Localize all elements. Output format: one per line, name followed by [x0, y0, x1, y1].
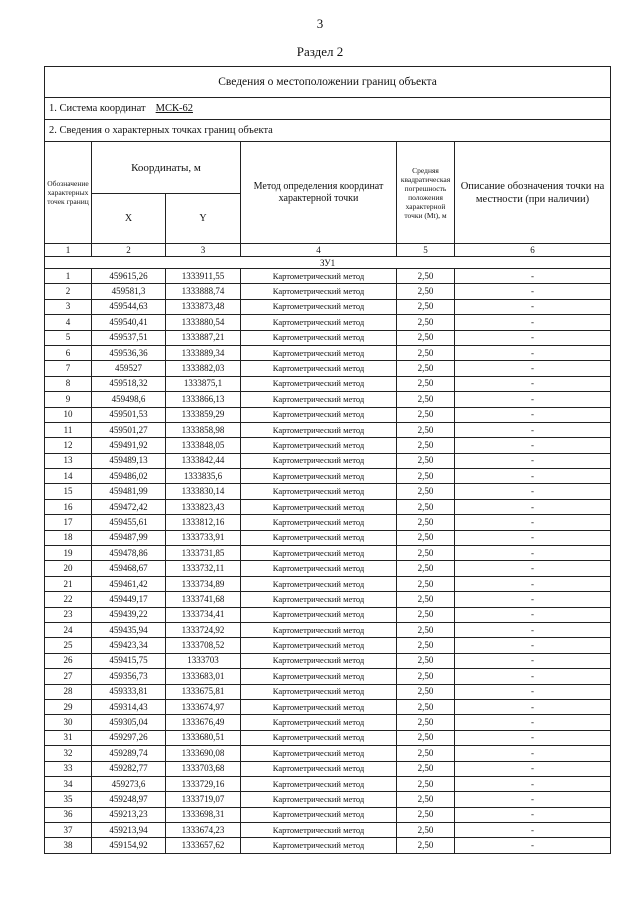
point-number: 6	[45, 345, 92, 360]
point-number: 33	[45, 761, 92, 776]
coord-y: 1333823,43	[166, 499, 241, 514]
point-number: 4	[45, 315, 92, 330]
point-number: 17	[45, 515, 92, 530]
table-row	[45, 330, 611, 345]
method: Картометрический метод	[241, 345, 397, 360]
coord-y: 1333683,01	[166, 669, 241, 684]
rmse: 2,50	[397, 592, 455, 607]
description: -	[455, 376, 611, 391]
description: -	[455, 345, 611, 360]
table-row	[45, 561, 611, 576]
coord-y: 1333674,23	[166, 823, 241, 838]
header-rmse: Средняя квадратическая погрешность положения характерной точки (Mt), м	[397, 142, 455, 244]
coord-x: 459415,75	[92, 653, 166, 668]
coord-y: 1333911,55	[166, 269, 241, 284]
point-number: 10	[45, 407, 92, 422]
rmse: 2,50	[397, 530, 455, 545]
method: Картометрический метод	[241, 376, 397, 391]
coord-x: 459537,51	[92, 330, 166, 345]
method: Картометрический метод	[241, 315, 397, 330]
coord-y: 1333703	[166, 653, 241, 668]
coord-x: 459461,42	[92, 576, 166, 591]
point-number: 8	[45, 376, 92, 391]
table-row	[45, 622, 611, 637]
rmse: 2,50	[397, 546, 455, 561]
description: -	[455, 669, 611, 684]
column-number: 5	[397, 244, 455, 257]
coord-x: 459356,73	[92, 669, 166, 684]
coord-y: 1333690,08	[166, 746, 241, 761]
boundary-table	[44, 66, 611, 854]
coord-x: 459491,92	[92, 438, 166, 453]
coord-x: 459481,99	[92, 484, 166, 499]
coord-y: 1333719,07	[166, 792, 241, 807]
method: Картометрический метод	[241, 515, 397, 530]
rmse: 2,50	[397, 715, 455, 730]
method: Картометрический метод	[241, 453, 397, 468]
rmse: 2,50	[397, 284, 455, 299]
table-row	[45, 438, 611, 453]
method: Картометрический метод	[241, 576, 397, 591]
table-row	[45, 776, 611, 791]
coord-y: 1333733,91	[166, 530, 241, 545]
coord-y: 1333875,1	[166, 376, 241, 391]
description: -	[455, 653, 611, 668]
method: Картометрический метод	[241, 823, 397, 838]
coord-x: 459213,23	[92, 807, 166, 822]
description: -	[455, 823, 611, 838]
coord-x: 459449,17	[92, 592, 166, 607]
point-number: 12	[45, 438, 92, 453]
method: Картометрический метод	[241, 807, 397, 822]
rmse: 2,50	[397, 607, 455, 622]
point-number: 23	[45, 607, 92, 622]
method: Картометрический метод	[241, 730, 397, 745]
table-row	[45, 653, 611, 668]
method: Картометрический метод	[241, 684, 397, 699]
coord-x: 459478,86	[92, 546, 166, 561]
coord-y: 1333724,92	[166, 622, 241, 637]
table-row	[45, 715, 611, 730]
rmse: 2,50	[397, 823, 455, 838]
description: -	[455, 422, 611, 437]
rmse: 2,50	[397, 499, 455, 514]
coord-y: 1333708,52	[166, 638, 241, 653]
column-number: 1	[45, 244, 92, 257]
coord-y: 1333873,48	[166, 299, 241, 314]
rmse: 2,50	[397, 392, 455, 407]
description: -	[455, 684, 611, 699]
coord-x: 459527	[92, 361, 166, 376]
rmse: 2,50	[397, 746, 455, 761]
coord-y: 1333734,41	[166, 607, 241, 622]
coord-system-value: МСК-62	[155, 103, 193, 114]
description: -	[455, 392, 611, 407]
table-row	[45, 284, 611, 299]
header-point-designation: Обозначение характерных точек границ	[45, 142, 92, 244]
column-number: 4	[241, 244, 397, 257]
description: -	[455, 530, 611, 545]
table-row	[45, 699, 611, 714]
header-description: Описание обозначения точки на местности (при наличии)	[455, 142, 611, 244]
description: -	[455, 592, 611, 607]
table-row	[45, 807, 611, 822]
rmse: 2,50	[397, 345, 455, 360]
table-title: Сведения о местоположении границ объекта	[45, 67, 611, 98]
method: Картометрический метод	[241, 361, 397, 376]
coord-x: 459544,63	[92, 299, 166, 314]
rmse: 2,50	[397, 269, 455, 284]
description: -	[455, 792, 611, 807]
coord-y: 1333830,14	[166, 484, 241, 499]
method: Картометрический метод	[241, 438, 397, 453]
description: -	[455, 699, 611, 714]
table-row	[45, 515, 611, 530]
coord-x: 459615,26	[92, 269, 166, 284]
rmse: 2,50	[397, 438, 455, 453]
table-row	[45, 422, 611, 437]
rmse: 2,50	[397, 376, 455, 391]
description: -	[455, 838, 611, 853]
column-number: 3	[166, 244, 241, 257]
coord-y: 1333657,62	[166, 838, 241, 853]
description: -	[455, 515, 611, 530]
table-row	[45, 823, 611, 838]
point-number: 35	[45, 792, 92, 807]
rmse: 2,50	[397, 699, 455, 714]
coord-y: 1333676,49	[166, 715, 241, 730]
table-row	[45, 746, 611, 761]
table-row	[45, 592, 611, 607]
column-number: 6	[455, 244, 611, 257]
description: -	[455, 746, 611, 761]
table-row	[45, 684, 611, 699]
coord-y: 1333703,68	[166, 761, 241, 776]
coord-x: 459333,81	[92, 684, 166, 699]
rmse: 2,50	[397, 807, 455, 822]
description: -	[455, 299, 611, 314]
coord-y: 1333729,16	[166, 776, 241, 791]
point-number: 36	[45, 807, 92, 822]
method: Картометрический метод	[241, 746, 397, 761]
coord-x: 459282,77	[92, 761, 166, 776]
rmse: 2,50	[397, 669, 455, 684]
rmse: 2,50	[397, 469, 455, 484]
point-number: 20	[45, 561, 92, 576]
method: Картометрический метод	[241, 638, 397, 653]
coord-x: 459501,27	[92, 422, 166, 437]
coord-y: 1333859,29	[166, 407, 241, 422]
coord-x: 459273,6	[92, 776, 166, 791]
page-number: 3	[316, 16, 324, 31]
table-row	[45, 345, 611, 360]
coord-y: 1333888,74	[166, 284, 241, 299]
point-number: 16	[45, 499, 92, 514]
table-row	[45, 638, 611, 653]
table-row	[45, 792, 611, 807]
method: Картометрический метод	[241, 330, 397, 345]
coord-x: 459536,36	[92, 345, 166, 360]
table-row	[45, 469, 611, 484]
rmse: 2,50	[397, 407, 455, 422]
description: -	[455, 315, 611, 330]
coord-y: 1333887,21	[166, 330, 241, 345]
coord-system-label: 1. Система координат	[49, 103, 146, 114]
coord-y: 1333732,11	[166, 561, 241, 576]
table-row	[45, 576, 611, 591]
table-row	[45, 407, 611, 422]
column-number: 2	[92, 244, 166, 257]
method: Картометрический метод	[241, 299, 397, 314]
section-title: Раздел 2	[296, 44, 344, 59]
method: Картометрический метод	[241, 392, 397, 407]
table-row	[45, 499, 611, 514]
point-number: 9	[45, 392, 92, 407]
description: -	[455, 269, 611, 284]
point-number: 22	[45, 592, 92, 607]
rmse: 2,50	[397, 776, 455, 791]
point-number: 21	[45, 576, 92, 591]
point-number: 34	[45, 776, 92, 791]
method: Картометрический метод	[241, 669, 397, 684]
header-coordinates: Координаты, м	[92, 142, 241, 194]
description: -	[455, 561, 611, 576]
coord-y: 1333880,54	[166, 315, 241, 330]
rmse: 2,50	[397, 315, 455, 330]
table-row	[45, 315, 611, 330]
coord-y: 1333741,68	[166, 592, 241, 607]
method: Картометрический метод	[241, 792, 397, 807]
table-row	[45, 484, 611, 499]
point-number: 2	[45, 284, 92, 299]
table-row	[45, 838, 611, 853]
point-number: 11	[45, 422, 92, 437]
method: Картометрический метод	[241, 607, 397, 622]
description: -	[455, 715, 611, 730]
description: -	[455, 361, 611, 376]
coord-y: 1333842,44	[166, 453, 241, 468]
coord-x: 459423,34	[92, 638, 166, 653]
method: Картометрический метод	[241, 469, 397, 484]
rmse: 2,50	[397, 730, 455, 745]
table-row	[45, 376, 611, 391]
description: -	[455, 438, 611, 453]
coord-x: 459435,94	[92, 622, 166, 637]
rmse: 2,50	[397, 330, 455, 345]
description: -	[455, 453, 611, 468]
coord-y: 1333812,16	[166, 515, 241, 530]
coord-x: 459498,6	[92, 392, 166, 407]
method: Картометрический метод	[241, 284, 397, 299]
description: -	[455, 638, 611, 653]
description: -	[455, 546, 611, 561]
description: -	[455, 761, 611, 776]
coord-x: 459518,32	[92, 376, 166, 391]
method: Картометрический метод	[241, 269, 397, 284]
coord-y: 1333734,89	[166, 576, 241, 591]
coord-system-row	[45, 98, 611, 120]
table-row	[45, 607, 611, 622]
table-row	[45, 761, 611, 776]
table-row	[45, 299, 611, 314]
coord-x: 459297,26	[92, 730, 166, 745]
rmse: 2,50	[397, 576, 455, 591]
table-row	[45, 392, 611, 407]
point-number: 13	[45, 453, 92, 468]
header-y: Y	[166, 194, 241, 244]
coord-x: 459468,67	[92, 561, 166, 576]
table-row	[45, 669, 611, 684]
description: -	[455, 607, 611, 622]
coord-x: 459289,74	[92, 746, 166, 761]
point-number: 15	[45, 484, 92, 499]
coord-y: 1333674,97	[166, 699, 241, 714]
rmse: 2,50	[397, 761, 455, 776]
point-number: 38	[45, 838, 92, 853]
rmse: 2,50	[397, 361, 455, 376]
method: Картометрический метод	[241, 592, 397, 607]
coord-x: 459455,61	[92, 515, 166, 530]
description: -	[455, 284, 611, 299]
point-number: 28	[45, 684, 92, 699]
header-x: X	[92, 194, 166, 244]
rmse: 2,50	[397, 638, 455, 653]
point-number: 24	[45, 622, 92, 637]
point-number: 30	[45, 715, 92, 730]
table-row	[45, 730, 611, 745]
rmse: 2,50	[397, 792, 455, 807]
method: Картометрический метод	[241, 546, 397, 561]
coord-y: 1333698,31	[166, 807, 241, 822]
point-number: 3	[45, 299, 92, 314]
table-row	[45, 546, 611, 561]
method: Картометрический метод	[241, 761, 397, 776]
coord-x: 459472,42	[92, 499, 166, 514]
zone-label: ЗУ1	[45, 257, 611, 269]
coord-x: 459540,41	[92, 315, 166, 330]
header-method: Метод определения координат характерной точки	[241, 142, 397, 244]
point-number: 32	[45, 746, 92, 761]
coord-x: 459487,99	[92, 530, 166, 545]
point-number: 26	[45, 653, 92, 668]
coord-x: 459489,13	[92, 453, 166, 468]
method: Картометрический метод	[241, 776, 397, 791]
method: Картометрический метод	[241, 530, 397, 545]
point-number: 31	[45, 730, 92, 745]
rmse: 2,50	[397, 484, 455, 499]
point-number: 14	[45, 469, 92, 484]
method: Картометрический метод	[241, 838, 397, 853]
coord-x: 459248,97	[92, 792, 166, 807]
point-number: 27	[45, 669, 92, 684]
method: Картометрический метод	[241, 422, 397, 437]
coord-y: 1333731,85	[166, 546, 241, 561]
coord-x: 459314,43	[92, 699, 166, 714]
points-label: 2. Сведения о характерных точках границ объекта	[45, 120, 611, 142]
point-number: 37	[45, 823, 92, 838]
table-row	[45, 453, 611, 468]
point-number: 7	[45, 361, 92, 376]
coord-x: 459154,92	[92, 838, 166, 853]
method: Картометрический метод	[241, 622, 397, 637]
coord-y: 1333835,6	[166, 469, 241, 484]
description: -	[455, 776, 611, 791]
coord-x: 459501,53	[92, 407, 166, 422]
point-number: 29	[45, 699, 92, 714]
point-number: 18	[45, 530, 92, 545]
description: -	[455, 730, 611, 745]
description: -	[455, 576, 611, 591]
point-number: 25	[45, 638, 92, 653]
method: Картометрический метод	[241, 699, 397, 714]
description: -	[455, 484, 611, 499]
coord-x: 459305,04	[92, 715, 166, 730]
method: Картометрический метод	[241, 499, 397, 514]
rmse: 2,50	[397, 299, 455, 314]
description: -	[455, 330, 611, 345]
rmse: 2,50	[397, 838, 455, 853]
table-row	[45, 530, 611, 545]
method: Картометрический метод	[241, 715, 397, 730]
method: Картометрический метод	[241, 484, 397, 499]
point-number: 1	[45, 269, 92, 284]
coord-y: 1333848,05	[166, 438, 241, 453]
coord-y: 1333889,34	[166, 345, 241, 360]
column-number-row	[45, 244, 611, 257]
rmse: 2,50	[397, 422, 455, 437]
description: -	[455, 499, 611, 514]
table-row	[45, 269, 611, 284]
table-row	[45, 361, 611, 376]
coord-y: 1333866,13	[166, 392, 241, 407]
rmse: 2,50	[397, 515, 455, 530]
rmse: 2,50	[397, 622, 455, 637]
method: Картометрический метод	[241, 407, 397, 422]
coord-y: 1333680,51	[166, 730, 241, 745]
point-number: 5	[45, 330, 92, 345]
method: Картометрический метод	[241, 653, 397, 668]
coord-x: 459486,02	[92, 469, 166, 484]
coord-x: 459439,22	[92, 607, 166, 622]
coord-x: 459213,94	[92, 823, 166, 838]
description: -	[455, 407, 611, 422]
coord-y: 1333675,81	[166, 684, 241, 699]
description: -	[455, 469, 611, 484]
coord-y: 1333882,03	[166, 361, 241, 376]
rmse: 2,50	[397, 684, 455, 699]
description: -	[455, 807, 611, 822]
coord-y: 1333858,98	[166, 422, 241, 437]
rmse: 2,50	[397, 453, 455, 468]
point-number: 19	[45, 546, 92, 561]
rmse: 2,50	[397, 561, 455, 576]
description: -	[455, 622, 611, 637]
rmse: 2,50	[397, 653, 455, 668]
coord-x: 459581,3	[92, 284, 166, 299]
method: Картометрический метод	[241, 561, 397, 576]
